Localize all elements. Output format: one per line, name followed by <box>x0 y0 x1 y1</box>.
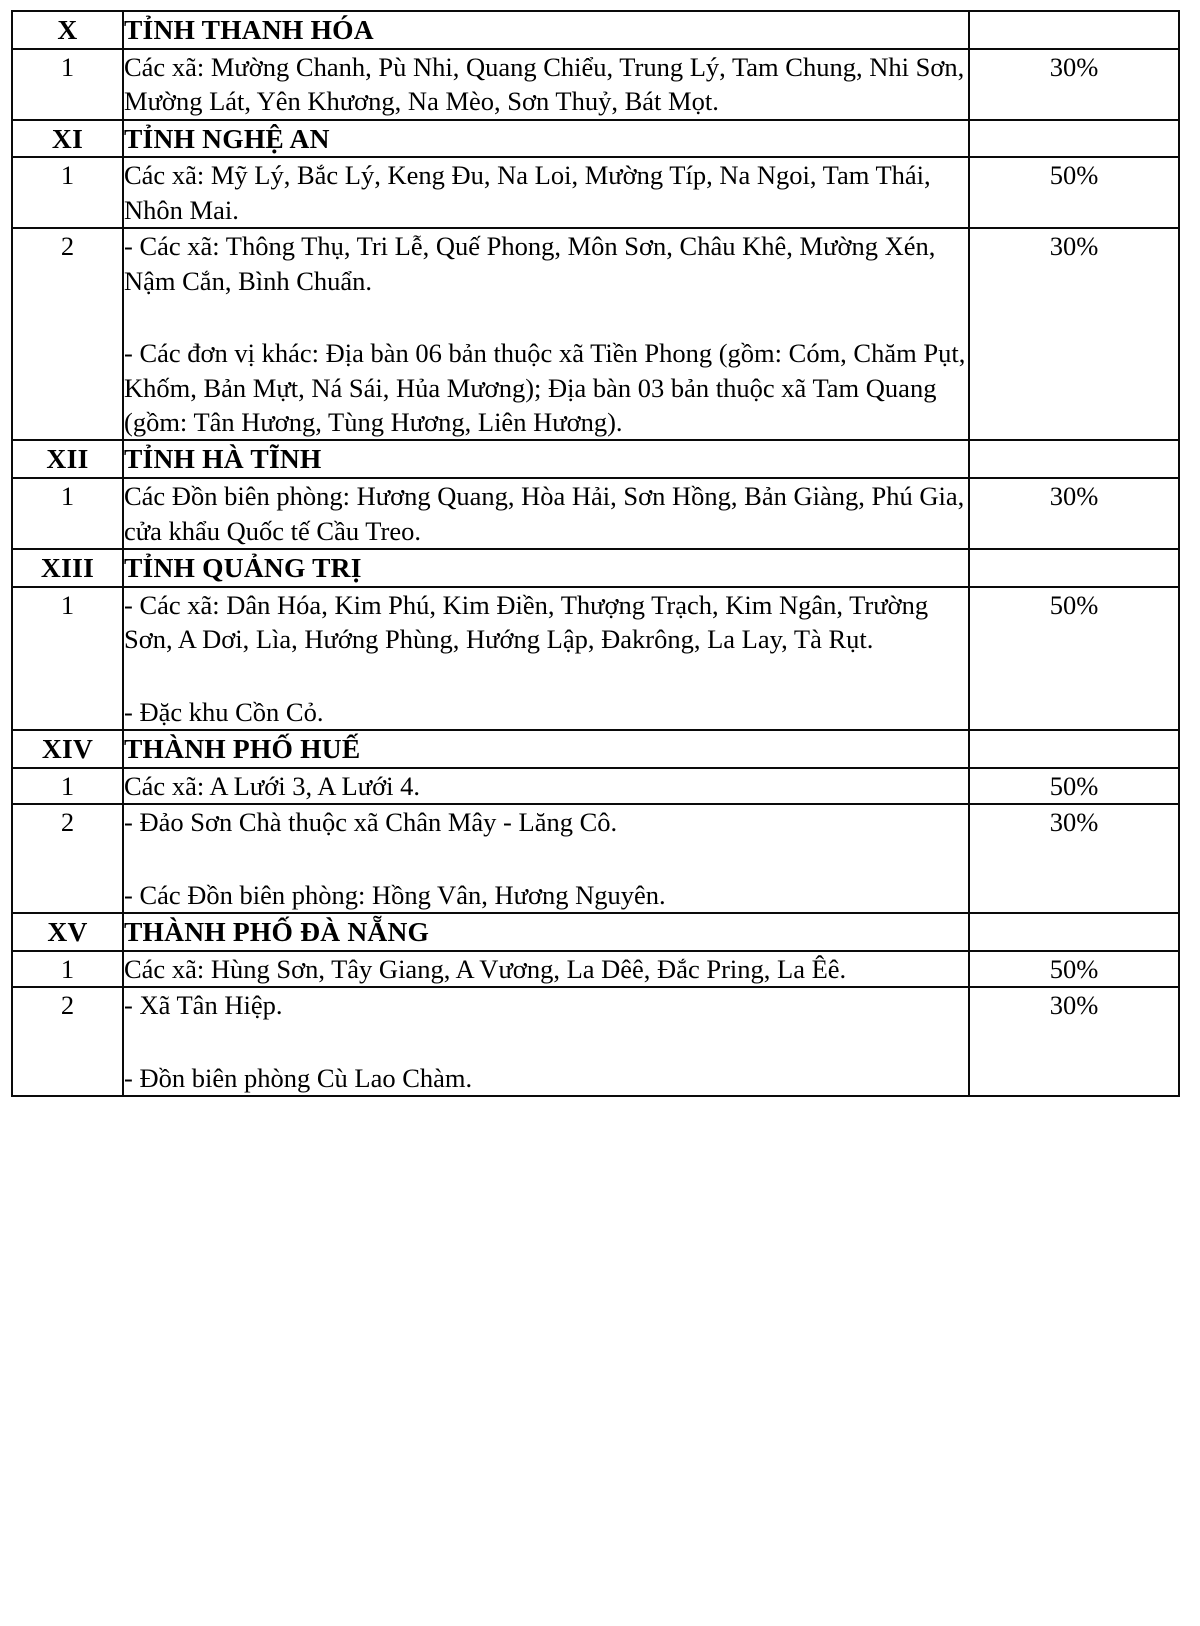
item-description-cell <box>123 951 969 987</box>
item-description-cell <box>123 49 969 120</box>
table-row <box>12 913 1179 951</box>
percent-cell: 30% <box>969 478 1179 549</box>
item-description-cell <box>123 157 969 228</box>
description-paragraph: - Đảo Sơn Chà thuộc xã Chân Mây - Lăng Cô. <box>124 807 618 838</box>
percent-cell: 50% <box>969 587 1179 730</box>
section-title-cell: TỈNH QUẢNG TRỊ <box>123 549 969 587</box>
percent-cell-empty <box>969 11 1179 49</box>
section-title-cell: TỈNH THANH HÓA <box>123 11 969 49</box>
section-index-cell: X <box>12 11 123 49</box>
percent-cell: 50% <box>969 157 1179 228</box>
percent-cell-empty <box>969 440 1179 478</box>
description-paragraph: Các xã: A Lưới 3, A Lưới 4. <box>124 770 420 801</box>
table-row <box>12 768 1179 804</box>
item-index-cell: 1 <box>12 951 123 987</box>
description-paragraph: - Các đơn vị khác: Địa bàn 06 bản thuộc xã Tiền Phong (gồm: Cóm, Chăm Pụt, Khốm, Bản Mựt, Ná Sái, Hủa Mương); Địa bàn 03 bản thuộc xã Tam Quang (gồm: Tân Hương, Tùng Hương, Liên Hương). <box>124 338 966 437</box>
table-row <box>12 49 1179 120</box>
item-description-cell <box>123 587 969 730</box>
item-index-cell: 1 <box>12 49 123 120</box>
appendix-table <box>11 10 1180 1097</box>
item-description-cell <box>123 804 969 913</box>
item-description-cell <box>123 478 969 549</box>
table-row <box>12 440 1179 478</box>
percent-cell: 50% <box>969 768 1179 804</box>
item-index-cell: 1 <box>12 157 123 228</box>
table-row <box>12 157 1179 228</box>
description-paragraph: - Đồn biên phòng Cù Lao Chàm. <box>124 1062 473 1093</box>
percent-cell-empty <box>969 120 1179 158</box>
item-index-cell: 1 <box>12 768 123 804</box>
percent-cell-empty <box>969 730 1179 768</box>
table-row <box>12 228 1179 440</box>
table-body <box>12 11 1179 1096</box>
item-description-cell <box>123 987 969 1096</box>
item-index-cell: 1 <box>12 478 123 549</box>
table-row <box>12 549 1179 587</box>
item-description-cell <box>123 228 969 440</box>
table-row <box>12 951 1179 987</box>
section-index-cell: XIII <box>12 549 123 587</box>
percent-cell: 30% <box>969 228 1179 440</box>
description-paragraph: - Các xã: Dân Hóa, Kim Phú, Kim Điền, Thượng Trạch, Kim Ngân, Trường Sơn, A Dơi, Lìa, Hướng Phùng, Hướng Lập, Đakrông, La Lay, Tà Rụt. <box>124 589 929 655</box>
section-index-cell: XII <box>12 440 123 478</box>
table-row <box>12 11 1179 49</box>
section-title-cell: TỈNH HÀ TĨNH <box>123 440 969 478</box>
description-paragraph: - Các xã: Thông Thụ, Tri Lễ, Quế Phong, Môn Sơn, Châu Khê, Mường Xén, Nậm Cắn, Bình Chuẩn. <box>124 231 936 296</box>
percent-cell: 30% <box>969 49 1179 120</box>
section-title-cell: TỈNH NGHỆ AN <box>123 120 969 158</box>
section-title-cell: THÀNH PHỐ HUẾ <box>123 730 969 768</box>
item-index-cell: 2 <box>12 228 123 440</box>
percent-cell: 50% <box>969 951 1179 987</box>
table-row <box>12 587 1179 730</box>
percent-cell-empty <box>969 913 1179 951</box>
item-index-cell: 2 <box>12 987 123 1096</box>
percent-cell-empty <box>969 549 1179 587</box>
table-row <box>12 804 1179 913</box>
table-row <box>12 730 1179 768</box>
percent-cell: 30% <box>969 987 1179 1096</box>
table-row <box>12 987 1179 1096</box>
item-index-cell: 2 <box>12 804 123 913</box>
description-paragraph: - Các Đồn biên phòng: Hồng Vân, Hương Nguyên. <box>124 879 666 910</box>
item-description-cell <box>123 768 969 804</box>
section-index-cell: XI <box>12 120 123 158</box>
table-row <box>12 478 1179 549</box>
description-paragraph: Các xã: Mỹ Lý, Bắc Lý, Keng Đu, Na Loi, Mường Típ, Na Ngoi, Tam Thái, Nhôn Mai. <box>124 160 931 225</box>
section-index-cell: XV <box>12 913 123 951</box>
description-paragraph: Các Đồn biên phòng: Hương Quang, Hòa Hải, Sơn Hồng, Bản Giàng, Phú Gia, cửa khẩu Quốc tế Cầu Treo. <box>124 481 965 546</box>
section-index-cell: XIV <box>12 730 123 768</box>
item-index-cell: 1 <box>12 587 123 730</box>
percent-cell: 30% <box>969 804 1179 913</box>
table-row <box>12 120 1179 158</box>
description-paragraph: Các xã: Mường Chanh, Pù Nhi, Quang Chiểu, Trung Lý, Tam Chung, Nhi Sơn, Mường Lát, Yên Khương, Na Mèo, Sơn Thuỷ, Bát Mọt. <box>124 51 965 117</box>
description-paragraph: - Đặc khu Cồn Cỏ. <box>124 696 324 727</box>
description-paragraph: Các xã: Hùng Sơn, Tây Giang, A Vương, La Dêê, Đắc Pring, La Êê. <box>124 953 847 984</box>
description-paragraph: - Xã Tân Hiệp. <box>124 990 283 1021</box>
section-title-cell: THÀNH PHỐ ĐÀ NẴNG <box>123 913 969 951</box>
